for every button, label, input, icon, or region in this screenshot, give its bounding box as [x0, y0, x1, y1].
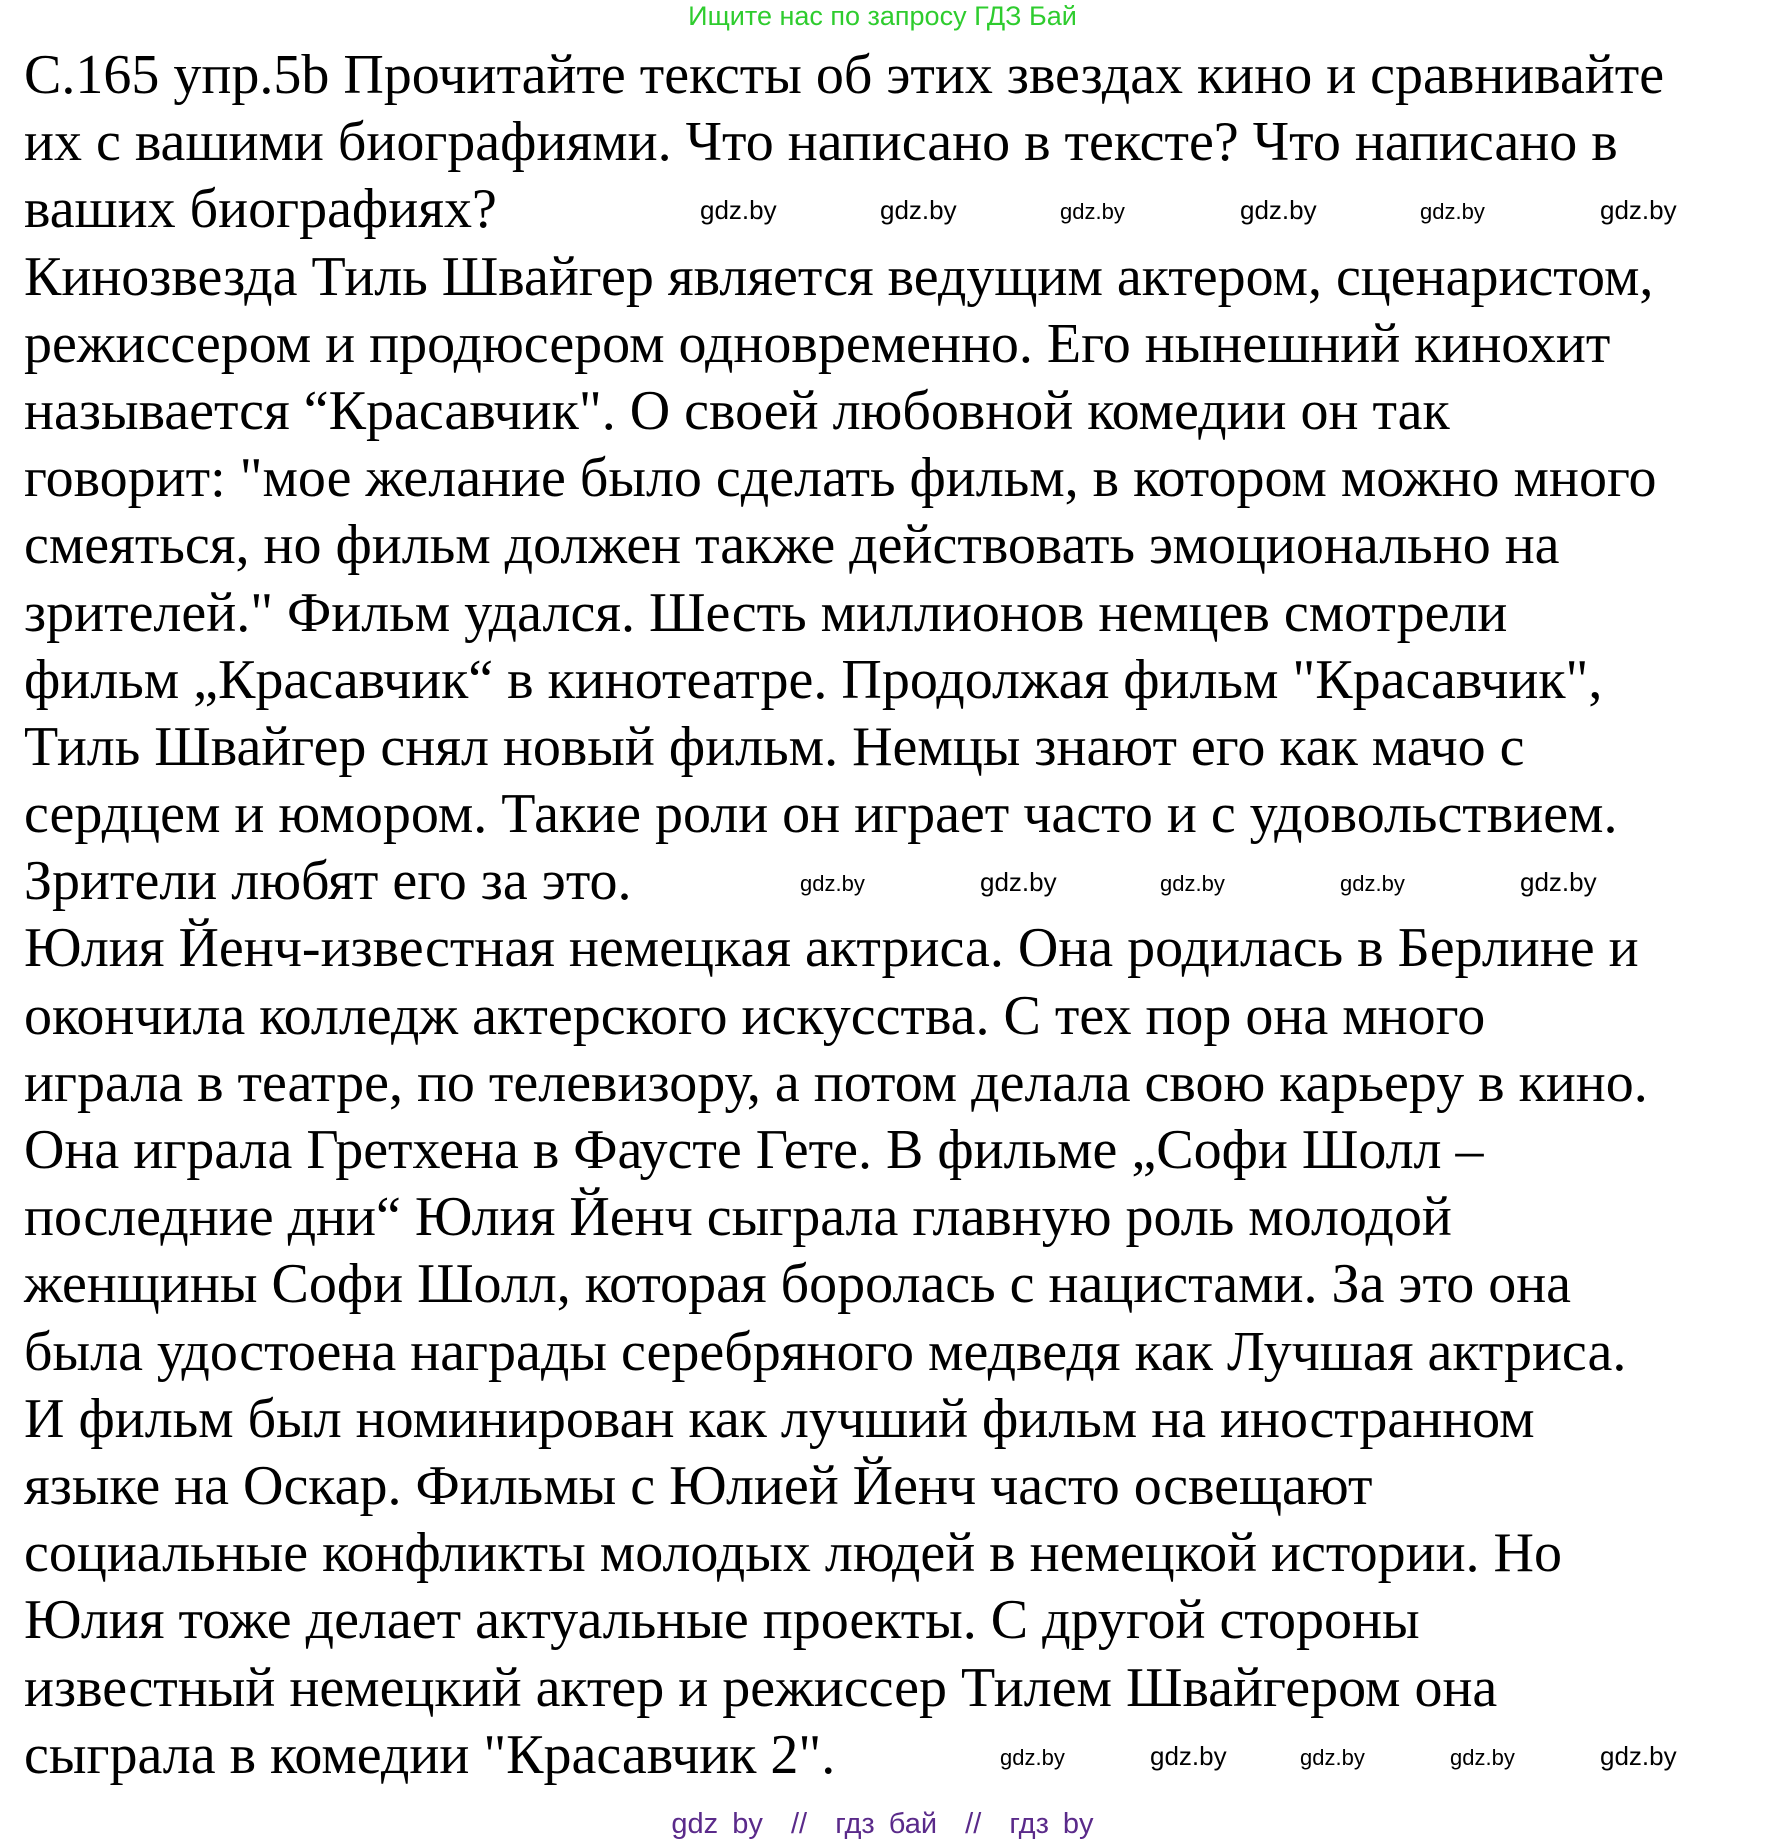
text-line: фильм „Красавчик“ в кинотеатре. Продолжая фильм "Красавчик", — [24, 648, 1603, 711]
watermark: gdz.by — [1420, 199, 1485, 224]
text-line: играла в театре, по телевизору, а потом делала свою карьеру в кино. — [24, 1051, 1648, 1114]
watermark: gdz.by — [1520, 867, 1597, 897]
text-line: Юлия Йенч-известная немецкая актриса. Она родилась в Берлине и — [24, 917, 1639, 980]
watermark: gdz.by — [1450, 1745, 1515, 1770]
watermark: gdz.by — [800, 871, 865, 896]
watermark: gdz.by — [880, 195, 957, 225]
text-line: смеяться, но фильм должен также действовать эмоционально на — [24, 514, 1560, 577]
exercise-text — [24, 42, 1664, 1789]
text-line: сыграла в комедии "Красавчик 2". — [24, 1723, 836, 1786]
search-banner: Ищите нас по запросу ГДЗ Бай — [688, 1, 1077, 31]
watermark: gdz.by — [1000, 1745, 1065, 1770]
watermark: gdz.by — [1600, 1741, 1677, 1771]
watermark: gdz.by — [1240, 195, 1317, 225]
text-line: Зрители любят его за это. — [24, 850, 632, 913]
watermark: gdz.by — [980, 867, 1057, 897]
text-line: Юлия тоже делает актуальные проекты. С другой стороны — [24, 1589, 1420, 1652]
text-line: их с вашими биографиями. Что написано в тексте? Что написано в — [24, 111, 1618, 174]
watermark: gdz.by — [1300, 1745, 1365, 1770]
text-line: сердцем и юмором. Такие роли он играет часто и с удовольствием. — [24, 783, 1618, 846]
watermark: gdz.by — [700, 195, 777, 225]
text-line: последние дни“ Юлия Йенч сыграла главную роль молодой — [24, 1186, 1452, 1249]
text-line: известный немецкий актер и режиссер Тилем Швайгером она — [24, 1656, 1498, 1719]
text-line: Кинозвезда Тиль Швайгер является ведущим актером, сценаристом, — [24, 245, 1654, 308]
text-line: женщины Софи Шолл, которая боролась с нацистами. За это она — [24, 1253, 1572, 1316]
text-line: С.165 упр.5b Прочитайте тексты об этих звездах кино и сравнивайте — [24, 44, 1665, 106]
footer-links: gdz by // гдз бай // гдз by — [671, 1808, 1094, 1840]
text-line: говорит: "мое желание было сделать фильм, в котором можно много — [24, 447, 1657, 510]
watermark: gdz.by — [1060, 199, 1125, 224]
text-line: Она играла Гретхена в Фаусте Гете. В фильме „Софи Шолл – — [24, 1119, 1484, 1181]
watermark: gdz.by — [1340, 871, 1405, 896]
text-line: называется “Красавчик". О своей любовной комедии он так — [24, 379, 1450, 442]
text-line: языке на Оскар. Фильмы с Юлией Йенч часто освещают — [24, 1454, 1373, 1517]
text-line: Тиль Швайгер снял новый фильм. Немцы знают его как мачо с — [24, 715, 1525, 778]
text-line: режиссером и продюсером одновременно. Его нынешний кинохит — [24, 312, 1611, 375]
text-line: зрителей." Фильм удался. Шесть миллионов немцев смотрели — [24, 581, 1508, 644]
text-line: социальные конфликты молодых людей в немецкой истории. Но — [24, 1522, 1562, 1585]
text-line: И фильм был номинирован как лучший фильм на иностранном — [24, 1387, 1535, 1450]
text-line: была удостоена награды серебряного медведя как Лучшая актриса. — [24, 1320, 1627, 1383]
text-line: окончила колледж актерского искусства. С тех пор она много — [24, 984, 1486, 1047]
watermark: gdz.by — [1160, 871, 1225, 896]
watermark: gdz.by — [1150, 1741, 1227, 1771]
watermark: gdz.by — [1600, 195, 1677, 225]
text-line: ваших биографиях? — [24, 178, 497, 241]
